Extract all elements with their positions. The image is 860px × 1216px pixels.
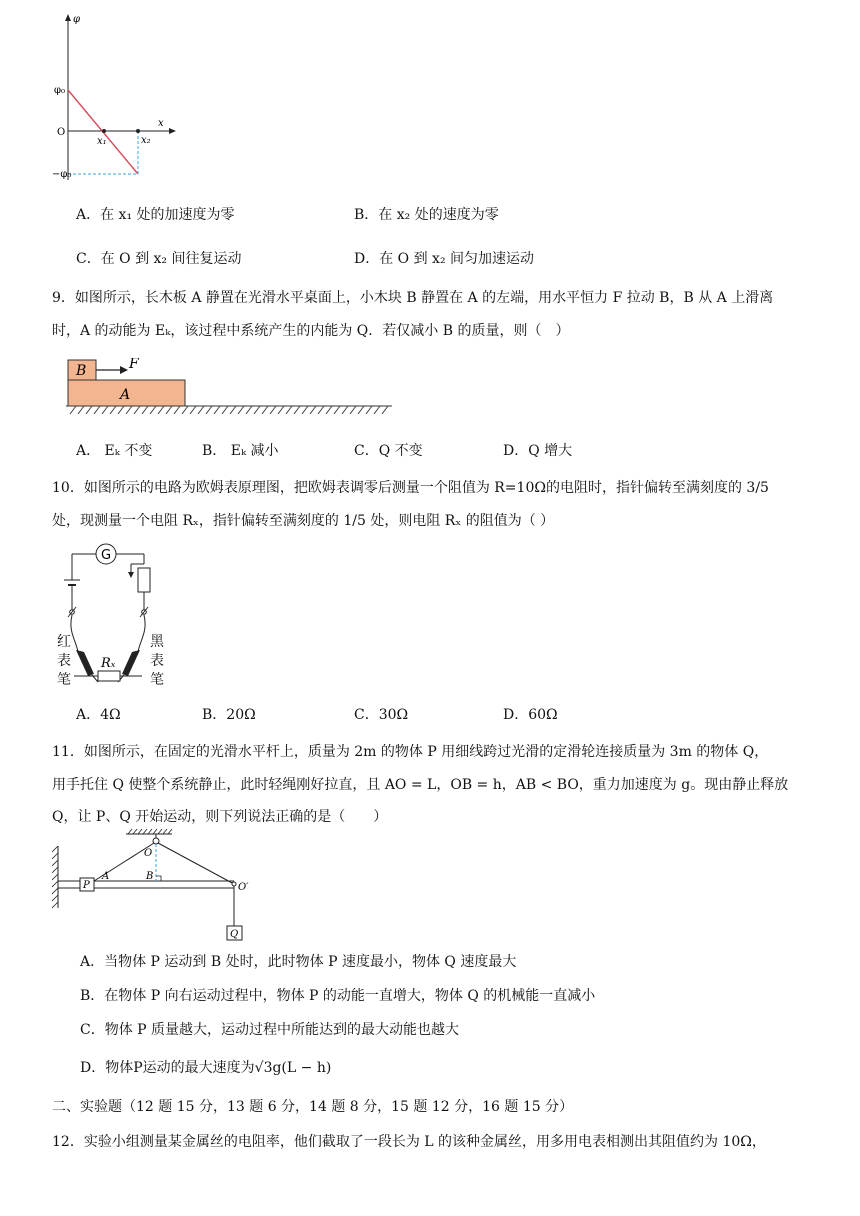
q12-stem-line1: 12．实验小组测量某金属丝的电阻率，他们截取了一段长为 L 的该种金属丝，用多用电表相测出其阻值约为 10Ω，	[52, 1134, 766, 1150]
q8-option-b: B．在 x₂ 处的速度为零	[354, 207, 499, 223]
q8-option-a: A．在 x₁ 处的加速度为零	[76, 207, 235, 223]
block-q-label: Q	[230, 929, 239, 940]
q8-option-c: C．在 O 到 x₂ 间往复运动	[76, 251, 242, 267]
q8-option-d: D．在 O 到 x₂ 间匀加速运动	[354, 251, 535, 267]
q9-option-b: B． Eₖ 减小	[202, 443, 279, 459]
neg-phi0-label: −φ₀	[52, 169, 72, 180]
block-on-board-figure	[66, 358, 396, 418]
q9-stem-line1: 9．如图所示，长木板 A 静置在光滑水平桌面上，小木块 B 静置在 A 的左端，用水平恒力 F 拉动 B，B 从 A 上滑离	[52, 290, 774, 306]
point-o-label: O	[144, 848, 153, 859]
block-p-label: P	[83, 880, 90, 891]
q11-option-c: C．物体 P 质量越大，运动过程中所能达到的最大动能也越大	[80, 1022, 460, 1038]
q9-option-c: C．Q 不变	[354, 443, 423, 459]
black-probe-char-3: 笔	[150, 672, 164, 688]
ohmmeter-circuit-figure	[54, 540, 184, 690]
section-heading: 二、实验题（12 题 15 分，13 题 6 分，14 题 8 分，15 题 12 分，16 题 15 分）	[52, 1099, 574, 1115]
black-probe-label	[150, 633, 164, 690]
q9-option-a: A． Eₖ 不变	[76, 443, 153, 459]
q10-option-d: D．60Ω	[503, 707, 558, 723]
galvanometer-label: G	[101, 548, 112, 563]
point-a-label: A	[102, 871, 110, 882]
x-axis-label: x	[158, 118, 164, 129]
block-b-label: B	[76, 363, 87, 379]
red-probe-label	[57, 633, 71, 690]
q11-stem-line1: 11．如图所示，在固定的光滑水平杆上，质量为 2m 的物体 P 用细线跨过光滑的定滑轮连接质量为 3m 的物体 Q，	[52, 744, 769, 760]
q9-option-d: D．Q 增大	[503, 443, 573, 459]
red-probe-char-3: 笔	[57, 672, 71, 688]
black-probe-char-2: 表	[150, 653, 164, 669]
origin-label: O	[57, 127, 66, 138]
q11-stem-line3: Q，让 P、Q 开始运动，则下列说法正确的是（ ）	[52, 809, 388, 825]
pulley-system-figure	[52, 826, 272, 944]
q11-option-d: D．物体P运动的最大速度为√3g(L − h)	[80, 1060, 332, 1076]
force-f-label: F	[129, 358, 139, 372]
phi0-label: φ₀	[54, 85, 66, 96]
q11-option-b: B．在物体 P 向右运动过程中，物体 P 的动能一直增大，物体 Q 的机械能一直减小	[80, 988, 596, 1004]
q9-stem-line2: 时，A 的动能为 Eₖ，该过程中系统产生的内能为 Q．若仅减小 B 的质量，则（ ）	[52, 323, 570, 339]
black-probe-char-1: 黑	[150, 634, 164, 650]
q10-option-b: B．20Ω	[202, 707, 256, 723]
rx-label: Rₓ	[101, 656, 116, 671]
red-probe-char-1: 红	[57, 634, 71, 650]
x2-label: x₂	[141, 135, 151, 146]
q11-option-a: A．当物体 P 运动到 B 处时，此时物体 P 速度最小，物体 Q 速度最大	[80, 954, 517, 970]
q10-stem-line2: 处，现测量一个电阻 Rₓ，指针偏转至满刻度的 1/5 处，则电阻 Rₓ 的阻值为（ ）	[52, 513, 555, 529]
point-b-label: B	[146, 871, 154, 882]
board-a-label: A	[120, 387, 131, 403]
red-probe-char-2: 表	[57, 653, 71, 669]
q10-stem-line1: 10．如图所示的电路为欧姆表原理图，把欧姆表调零后测量一个阻值为 R=10Ω的电阻时，指针偏转至满刻度的 3/5	[52, 480, 769, 496]
q10-option-c: C．30Ω	[354, 707, 409, 723]
x1-label: x₁	[97, 136, 107, 147]
q10-option-a: A．4Ω	[76, 707, 121, 723]
phi-x-graph	[52, 10, 182, 185]
y-axis-label: φ	[73, 14, 81, 25]
pulley-o-prime-label: O′	[238, 882, 249, 893]
q11-stem-line2: 用手托住 Q 使整个系统静止，此时轻绳刚好拉直，且 AO = L，OB = h，AB < BO，重力加速度为 g。现由静止释放	[52, 777, 789, 793]
